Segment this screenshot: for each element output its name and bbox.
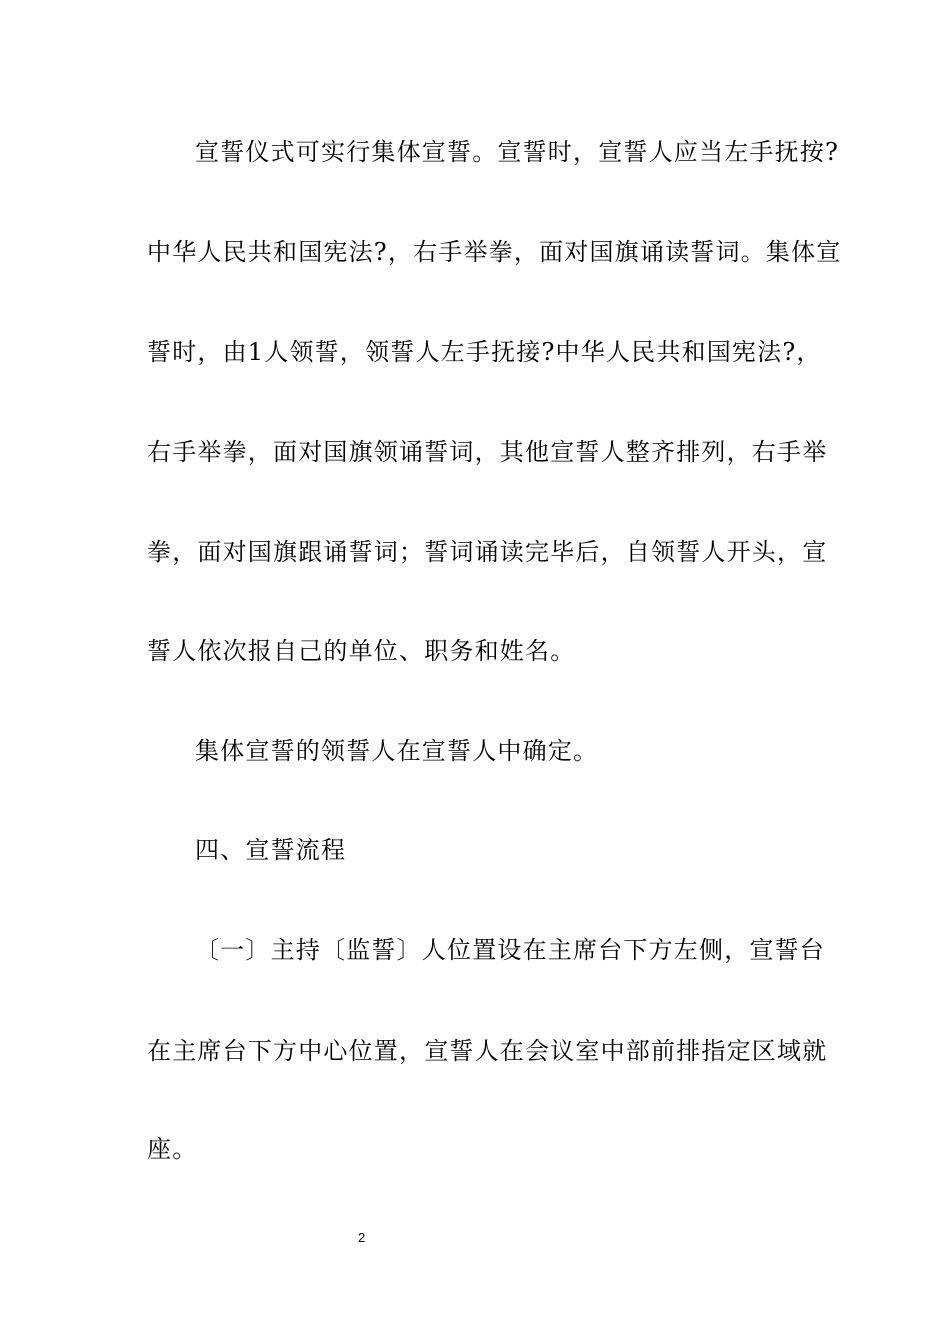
paragraph-line-4: 右手举拳，面对国旗领诵誓词，其他宣誓人整齐排列，右手举 bbox=[147, 438, 828, 466]
section-heading: 四、宣誓流程 bbox=[195, 836, 347, 864]
paragraph-line-7: 集体宣誓的领誓人在宣誓人中确定。 bbox=[195, 737, 599, 765]
paragraph-line-11: 座。 bbox=[147, 1135, 198, 1163]
paragraph-line-3: 誓时，由1人领誓，领誓人左手抚接?中华人民共和国宪法?， bbox=[147, 338, 822, 366]
page-number: 2 bbox=[358, 1230, 366, 1245]
paragraph-line-5: 拳，面对国旗跟诵誓词；誓词诵读完毕后，自领誓人开头，宣 bbox=[147, 538, 828, 566]
paragraph-line-10: 在主席台下方中心位置，宣誓人在会议室中部前排指定区域就 bbox=[147, 1037, 828, 1065]
paragraph-line-9: 〔一〕主持〔监誓〕人位置设在主席台下方左侧，宣誓台 bbox=[195, 936, 825, 964]
paragraph-line-2: 中华人民共和国宪法?，右手举拳，面对国旗诵读誓词。集体宣 bbox=[147, 238, 842, 266]
paragraph-line-6: 誓人依次报自己的单位、职务和姓名。 bbox=[147, 637, 576, 665]
paragraph-line-1: 宣誓仪式可实行集体宣誓。宣誓时，宣誓人应当左手抚按? bbox=[195, 138, 840, 166]
